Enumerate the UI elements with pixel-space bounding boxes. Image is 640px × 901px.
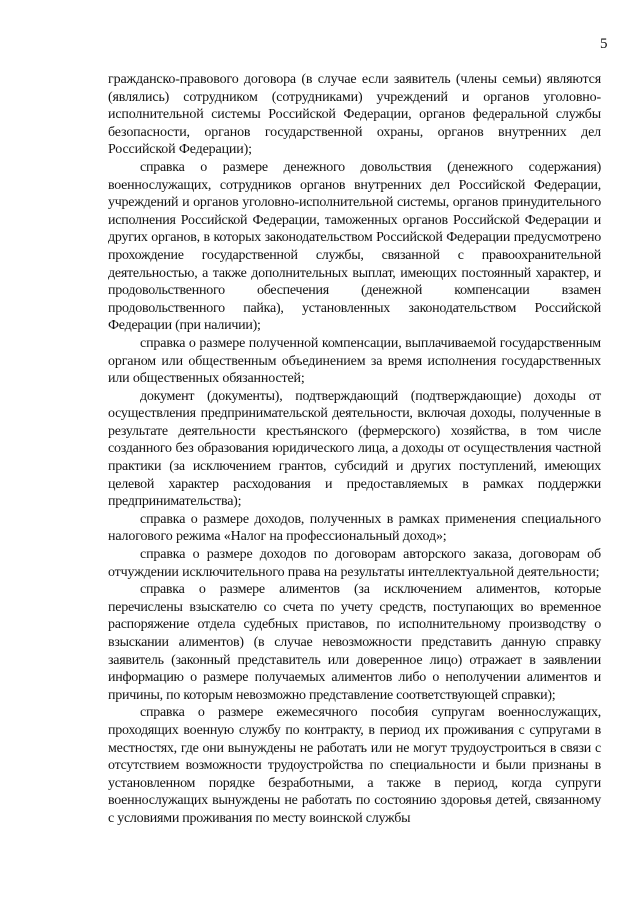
paragraph-salary-certificate: справка о размере денежного довольствия (денежного содержания) военнослужащих, сотрудников органов внутренних дел Российской Федерации, учреждений и органов уголовно-исполнительной системы, органов принудительного исполнения Российской Федерации, таможенных органов Российской Федерации и других органов, в которых законодательством Российской Федерации предусмотрено прохождение государственной службы, связанной с правоохранительной деятельностью, а также дополнительных выплат, имеющих постоянный характер, и продовольственного обеспечения (денежной компенсации взамен продовольственного пайка), установленных законодательством Российской Федерации (при наличии); <box>108 159 601 334</box>
paragraph-alimony-certificate: справка о размере алиментов (за исключением алиментов, которые перечислены взыскателю со счета по учету средств, поступающих во временное распоряжение отдела судебных приставов, по исполнительному производству о взыскании алиментов) (в случае невозможности представить данную справку заявитель (законный представитель или доверенное лицо) отражает в заявлении информацию о размере получаемых алиментов либо о неполучении алиментов и причины, по которым невозможно представление соответствующей справки); <box>108 582 601 703</box>
document-body <box>108 71 601 828</box>
paragraph-business-income-documents: документ (документы), подтверждающий (подтверждающие) доходы от осуществления предпринимательской деятельности, включая доходы, полученные в результате деятельности крестьянского (фермерского) хозяйства, в том числе созданного без образования юридического лица, а доходы от осуществления частной практики (за исключением грантов, субсидий и других поступлений, имеющих целевой характер расходования и предоставляемых в рамках поддержки предпринимательства); <box>108 388 601 510</box>
paragraph-continuation: гражданско-правового договора (в случае если заявитель (члены семьи) являются (являлись) сотрудником (сотрудниками) учреждений и органов уголовно-исполнительной системы Российской Федерации, органов федеральной службы безопасности, органов государственной охраны, органов внутренних дел Российской Федерации); <box>108 72 601 158</box>
paragraph-spouse-allowance: справка о размере ежемесячного пособия супругам военнослужащих, проходящих военную службу по контракту, в период их проживания с супругами в местностях, где они вынуждены не работать или не могут трудоустроиться в связи с отсутствием возможности трудоустройства по специальности и были признаны в установленном порядке безработными, а также в период, когда супруги военнослужащих вынуждены не работать по состоянию здоровья детей, связанному с условиями проживания по месту воинской службы <box>108 705 601 826</box>
paragraph-professional-income-tax: справка о размере доходов, полученных в рамках применения специального налогового режима «Налог на профессиональный доход»; <box>108 511 601 545</box>
page-number: 5 <box>600 36 608 52</box>
paragraph-compensation-certificate: справка о размере полученной компенсации, выплачиваемой государственным органом или общественным объединением за время исполнения государственных или общественных обязанностей; <box>108 335 601 387</box>
paragraph-copyright-income: справка о размере доходов по договорам авторского заказа, договорам об отчуждении исключительного права на результаты интеллектуальной деятельности; <box>108 547 601 580</box>
